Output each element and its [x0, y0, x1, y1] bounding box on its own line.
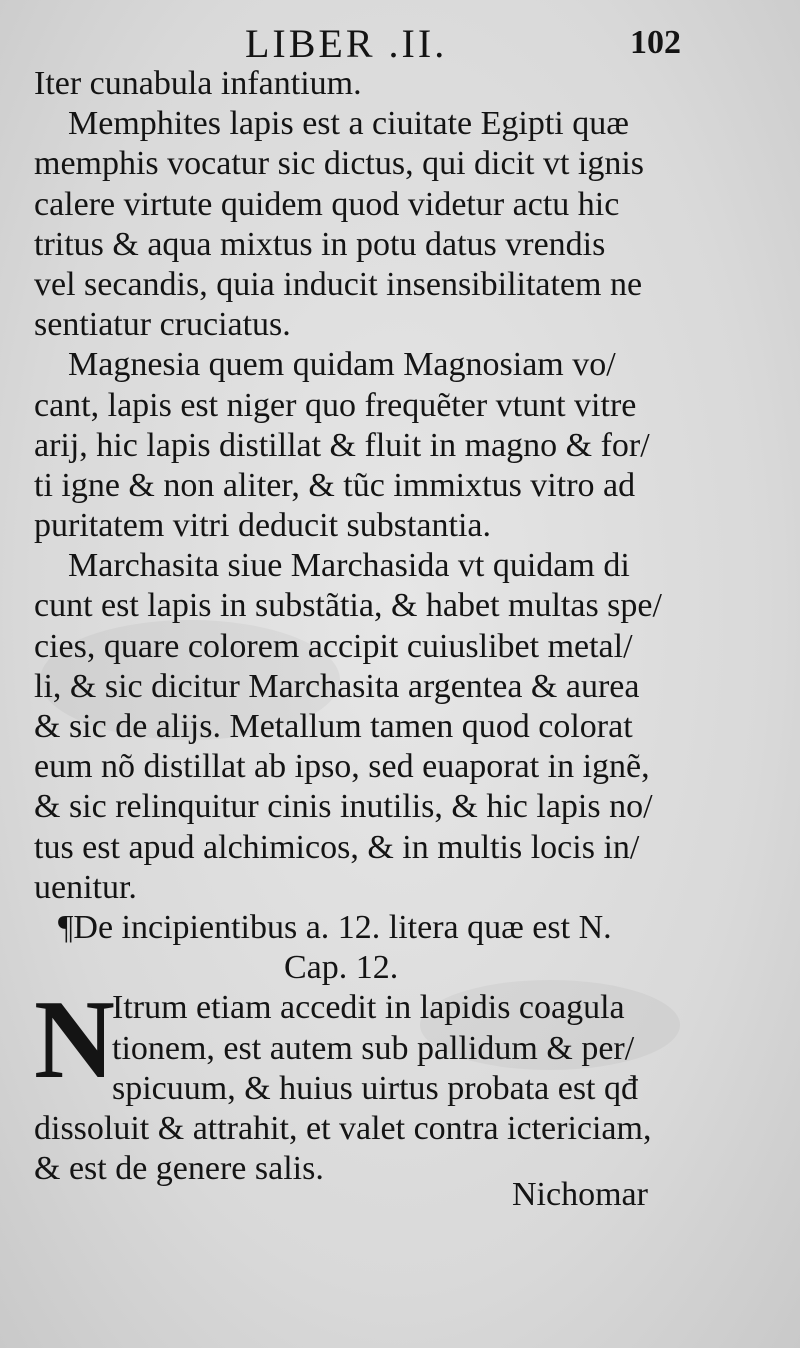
- text-line: & sic de alijs. Metallum tamen quod colorat: [34, 708, 633, 745]
- text-line: cunt est lapis in substãtia, & habet multas spe/: [34, 587, 662, 625]
- text-line: vel secandis, quia inducit insensibilitatem ne: [34, 265, 643, 303]
- text-line: Memphites lapis est a ciuitate Egipti quæ: [68, 105, 629, 143]
- drop-cap: N: [34, 978, 115, 1103]
- text-line: eum nõ distillat ab ipso, sed euaporat in ignẽ,: [34, 748, 650, 786]
- text-line: tritus & aqua mixtus in potu datus vrendis: [34, 225, 606, 263]
- text-line: li, & sic dicitur Marchasita argentea & aurea: [34, 667, 640, 705]
- text-line: arij, hic lapis distillat & fluit in magno & for/: [34, 426, 650, 464]
- text-line: uenitur.: [34, 868, 137, 906]
- text-line: & est de genere salis.: [34, 1150, 324, 1188]
- catchword: Nichomar: [512, 1176, 648, 1213]
- text-line: ti igne & non aliter, & tũc immixtus vitro ad: [34, 466, 636, 504]
- paragraph: [34, 64, 686, 104]
- body-text: [34, 64, 686, 1189]
- text-line: cies, quare colorem accipit cuiuslibet metal/: [34, 627, 633, 665]
- page-header: [0, 14, 800, 66]
- paragraph-marchasita: [34, 546, 686, 908]
- paragraph-magnesia: [34, 345, 686, 546]
- paragraph-memphites: [34, 104, 686, 345]
- text-line: Iter cunabula infantium.: [34, 65, 362, 102]
- text-line: Itrum etiam accedit in lapidis coagula: [112, 989, 625, 1027]
- text-line: Magnesia quem quidam Magnosiam vo/: [68, 346, 616, 384]
- text-line: & sic relinquitur cinis inutilis, & hic lapis no/: [34, 788, 653, 826]
- text-line: sentiatur cruciatus.: [34, 306, 291, 344]
- page-number: 102: [630, 24, 681, 61]
- text-line: memphis vocatur sic dictus, qui dicit vt ignis: [34, 145, 645, 183]
- text-line: calere virtute quidem quod videtur actu hic: [34, 185, 620, 223]
- text-line: dissoluit & attrahit, et valet contra ictericiam,: [34, 1109, 652, 1147]
- chapter-label: Cap. 12.: [284, 949, 399, 987]
- text-line: cant, lapis est niger quo frequẽter vtunt vitre: [34, 386, 637, 424]
- section-heading: ¶De incipientibus a. 12. litera quæ est N.: [58, 908, 612, 946]
- text-line: spicuum, & huius uirtus probata est qđ: [112, 1069, 639, 1107]
- text-line: tionem, est autem sub pallidum & per/: [112, 1029, 635, 1067]
- paragraph-nitrum: [34, 978, 686, 1189]
- text-line: puritatem vitri deducit substantia.: [34, 507, 492, 545]
- text-line: tus est apud alchimicos, & in multis locis in/: [34, 828, 640, 866]
- text-line: Marchasita siue Marchasida vt quidam di: [68, 547, 630, 585]
- running-head: LIBER .II.: [245, 21, 448, 66]
